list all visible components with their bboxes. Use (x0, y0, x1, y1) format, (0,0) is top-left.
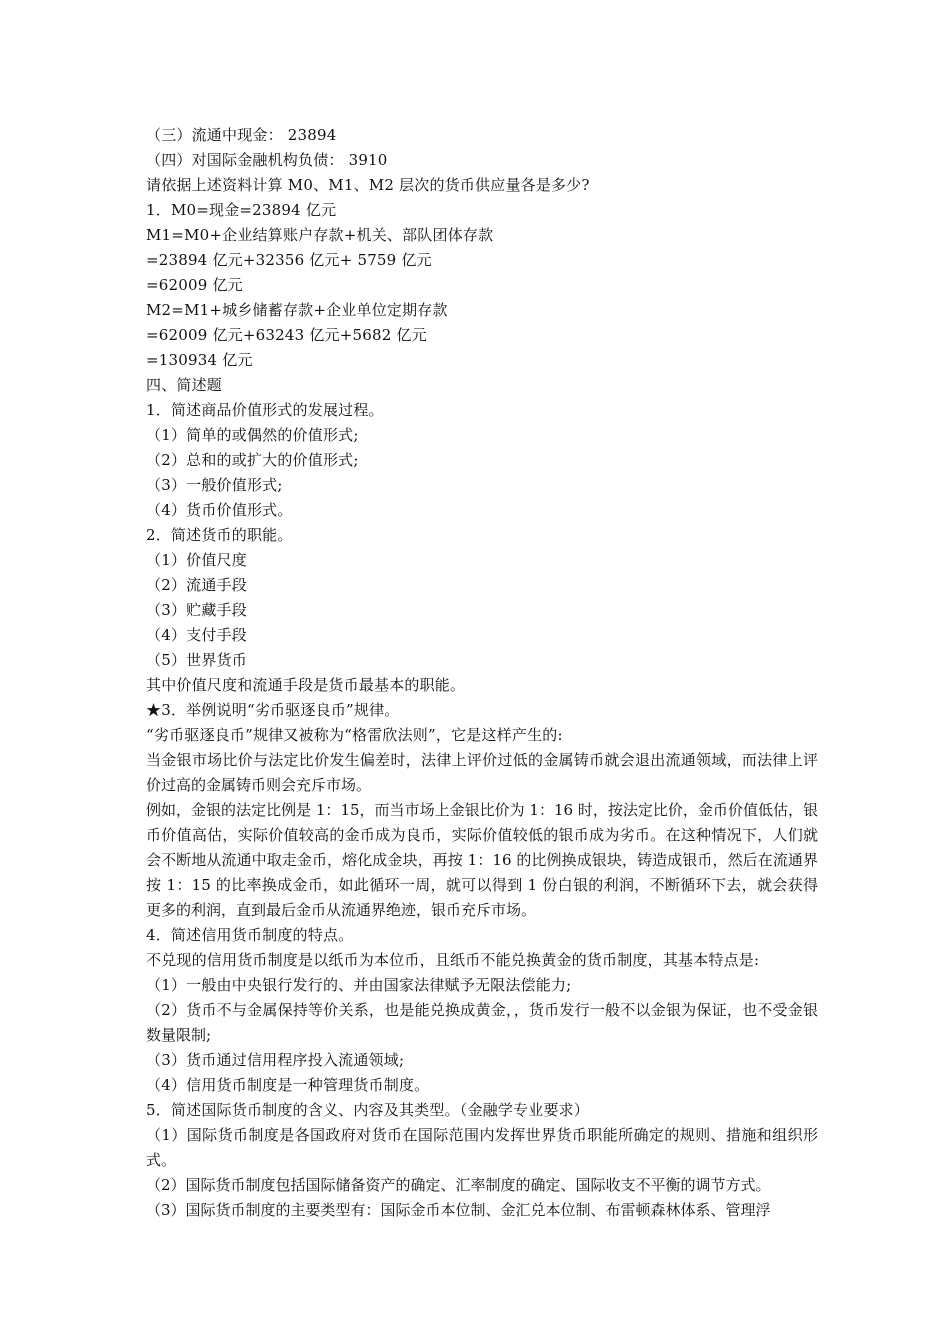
paragraph: （3）国际货币制度的主要类型有：国际金币本位制、金汇兑本位制、布雷顿森林体系、管理浮 (146, 1201, 771, 1219)
paragraph: 例如，金银的法定比例是 1：15，而当市场上金银比价为 1：16 时，按法定比价，金币价值低估，银币价值高估，实际价值较高的金币成为良币，实际价值较低的银币成为劣币。在这种情况下，人们就会不断地从流通中取走金币，熔化成金块，再按 1：16 的比例换成银块，铸造成银币，然后在流通界按 1：15 的比率换成金币，如此循环一周，就可以得到 1 份白银的利润，不断循环下去，就会获得更多的利润，直到最后金币从流通界绝迹，银币充斥市场。 (146, 801, 818, 919)
list-item: （4）信用货币制度是一种管理货币制度。 (146, 1076, 430, 1094)
text-line: （四）对国际金融机构负债： 3910 (146, 151, 388, 169)
question-heading: 2．简述货币的职能。 (146, 526, 293, 544)
text-line: =23894 亿元+32356 亿元+ 5759 亿元 (146, 251, 432, 269)
text-line: =62009 亿元+63243 亿元+5682 亿元 (146, 326, 427, 344)
list-item: （1）价值尺度 (146, 551, 247, 569)
text-line: 请依据上述资料计算 M0、M1、M2 层次的货币供应量各是多少? (146, 176, 590, 194)
text-line: M1=M0+企业结算账户存款+机关、部队团体存款 (146, 226, 494, 244)
list-item: （1）一般由中央银行发行的、并由国家法律赋予无限法偿能力; (146, 976, 572, 994)
text-line: =130934 亿元 (146, 351, 253, 369)
list-item: （4）货币价值形式。 (146, 501, 293, 519)
text-line: “劣币驱逐良币”规律又被称为“格雷欣法则”，它是这样产生的: (146, 726, 563, 744)
list-item: （2）总和的或扩大的价值形式; (146, 451, 359, 469)
list-item: （3）贮藏手段 (146, 601, 247, 619)
document-body (146, 123, 818, 1223)
question-heading: 4．简述信用货币制度的特点。 (146, 926, 354, 944)
list-item: （3）货币通过信用程序投入流通领域; (146, 1051, 405, 1069)
question-heading: ★3．举例说明“劣币驱逐良币”规律。 (146, 701, 400, 719)
text-line: =62009 亿元 (146, 276, 243, 294)
text-line: 不兑现的信用货币制度是以纸币为本位币，且纸币不能兑换黄金的货币制度，其基本特点是: (146, 951, 760, 969)
section-heading: 四、简述题 (146, 376, 223, 394)
text-line: （三）流通中现金： 23894 (146, 126, 337, 144)
list-item: （2）流通手段 (146, 576, 247, 594)
list-item: （1）简单的或偶然的价值形式; (146, 426, 359, 444)
text-line: 1．M0=现金=23894 亿元 (146, 201, 337, 219)
text-line: M2=M1+城乡储蓄存款+企业单位定期存款 (146, 301, 448, 319)
question-heading: 5．简述国际货币制度的含义、内容及其类型。（金融学专业要求） (146, 1101, 590, 1119)
paragraph: （1）国际货币制度是各国政府对货币在国际范围内发挥世界货币职能所确定的规则、措施和组织形式。 (146, 1126, 818, 1169)
question-heading: 1．简述商品价值形式的发展过程。 (146, 401, 384, 419)
list-item: （5）世界货币 (146, 651, 247, 669)
paragraph: （2）货币不与金属保持等价关系，也是能兑换成黄金，，货币发行一般不以金银为保证，也不受金银数量限制; (146, 1001, 818, 1044)
list-item: （3）一般价值形式; (146, 476, 283, 494)
paragraph: （2）国际货币制度包括国际储备资产的确定、汇率制度的确定、国际收支不平衡的调节方式。 (146, 1176, 771, 1194)
paragraph: 当金银市场比价与法定比价发生偏差时，法律上评价过低的金属铸币就会退出流通领域，而法律上评价过高的金属铸币则会充斥市场。 (146, 751, 818, 794)
text-line: 其中价值尺度和流通手段是货币最基本的职能。 (146, 676, 466, 694)
list-item: （4）支付手段 (146, 626, 247, 644)
